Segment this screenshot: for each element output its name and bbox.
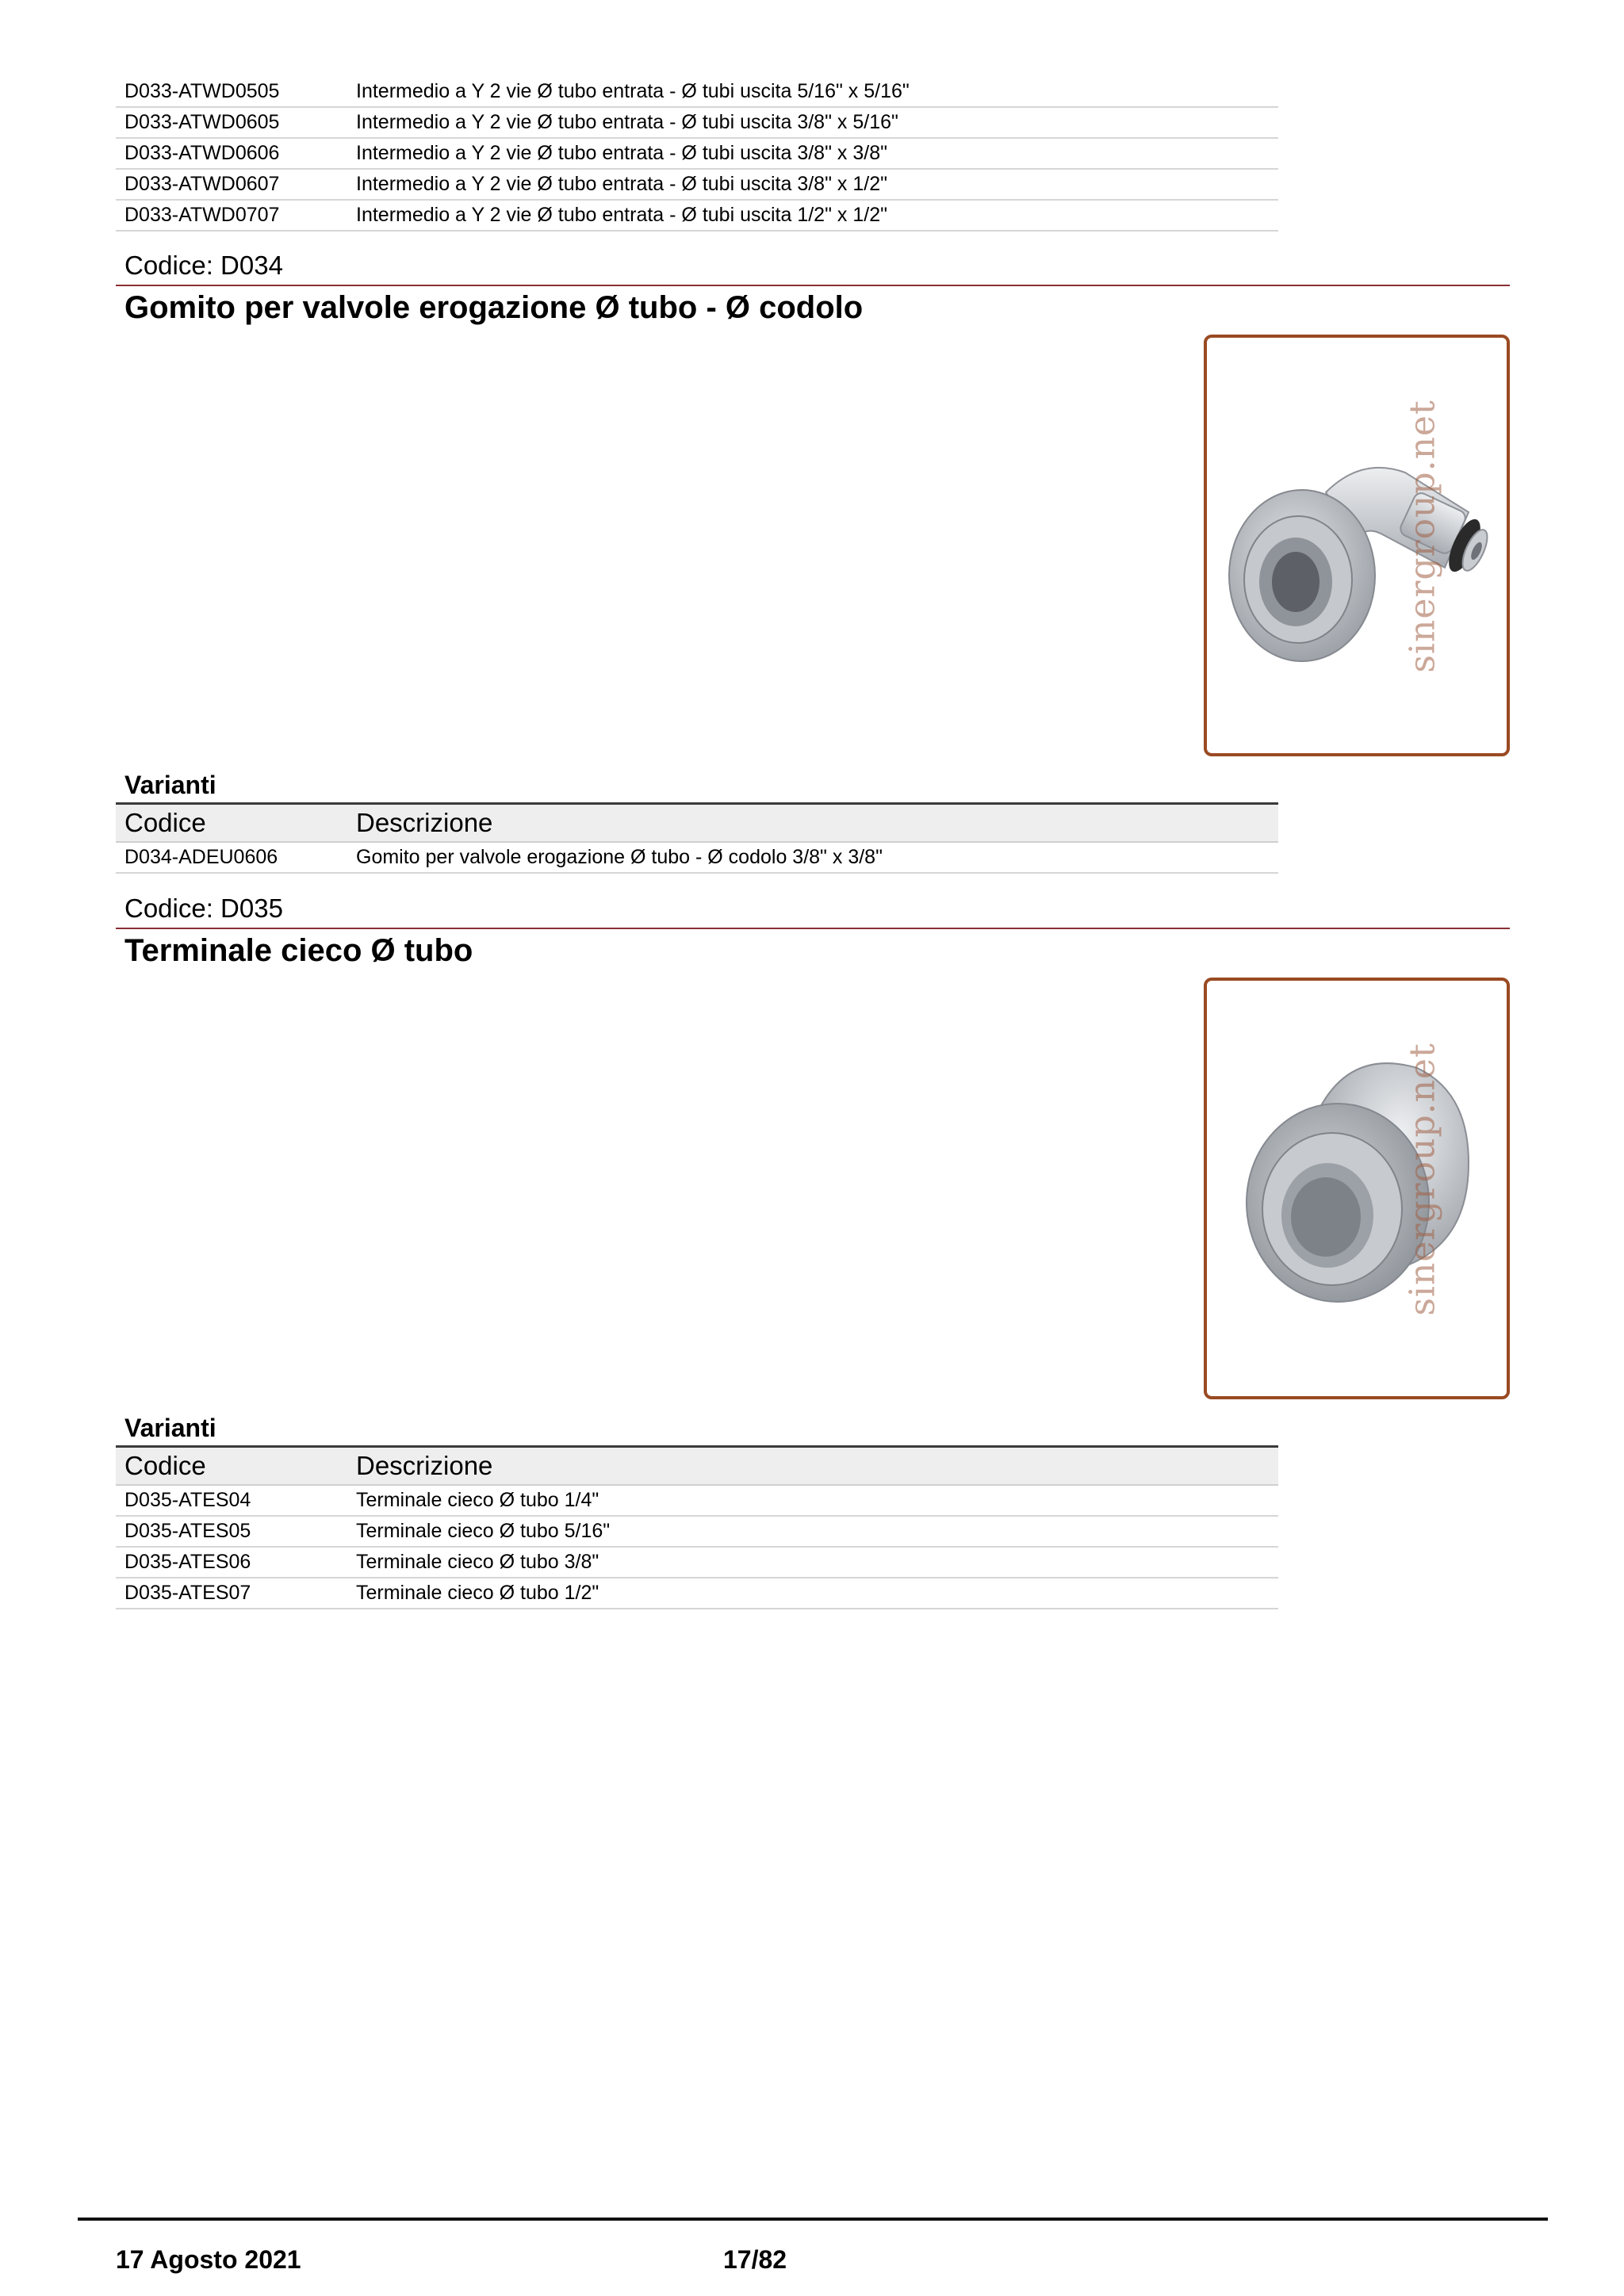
table-row — [116, 1517, 1278, 1548]
table-row — [116, 139, 1278, 170]
variant-code: D033-ATWD0505 — [124, 80, 280, 102]
footer-date: 17 Agosto 2021 — [116, 2245, 301, 2274]
variant-description: Terminale cieco Ø tubo 1/2" — [356, 1582, 599, 1604]
variant-code: D035-ATES06 — [124, 1551, 251, 1573]
variant-description: Terminale cieco Ø tubo 3/8" — [356, 1551, 599, 1573]
footer-divider — [78, 2218, 1548, 2221]
variant-code: D034-ADEU0606 — [124, 846, 278, 868]
d033-variants-table — [116, 77, 1278, 232]
table-row — [116, 77, 1278, 108]
table-header — [116, 802, 1278, 843]
variant-description: Intermedio a Y 2 vie Ø tubo entrata - Ø tubi uscita 1/2" x 1/2" — [356, 204, 887, 226]
column-header-code: Codice — [124, 1451, 206, 1480]
end-cap-illustration — [1207, 981, 1510, 1399]
variant-description: Intermedio a Y 2 vie Ø tubo entrata - Ø tubi uscita 5/16" x 5/16" — [356, 80, 910, 102]
variant-description: Terminale cieco Ø tubo 1/4" — [356, 1489, 599, 1511]
table-row — [116, 1578, 1278, 1609]
d034-variants-table — [116, 802, 1278, 874]
variant-description: Intermedio a Y 2 vie Ø tubo entrata - Ø tubi uscita 3/8" x 5/16" — [356, 111, 898, 133]
table-row — [116, 108, 1278, 139]
table-row — [116, 1486, 1278, 1517]
column-header-description: Descrizione — [356, 808, 493, 837]
product-title: Gomito per valvole erogazione Ø tubo - Ø codolo — [124, 290, 864, 325]
product-title: Terminale cieco Ø tubo — [124, 933, 473, 968]
product-code-label: Codice: D034 — [124, 251, 283, 280]
column-header-code: Codice — [124, 808, 206, 837]
variant-description: Gomito per valvole erogazione Ø tubo - Ø codolo 3/8" x 3/8" — [356, 846, 883, 868]
table-row — [116, 843, 1278, 874]
table-row — [116, 170, 1278, 201]
table-row — [116, 1548, 1278, 1578]
watermark: sinergroup.net — [1402, 1042, 1443, 1316]
elbow-fitting-illustration — [1207, 338, 1510, 756]
section-divider — [116, 928, 1510, 929]
table-row — [116, 201, 1278, 232]
product-photo-elbow — [1204, 335, 1510, 756]
variants-heading: Varianti — [124, 771, 216, 799]
product-photo-end-cap — [1204, 978, 1510, 1399]
variant-code: D035-ATES05 — [124, 1520, 251, 1542]
product-code-label: Codice: D035 — [124, 894, 283, 923]
table-header — [116, 1445, 1278, 1486]
watermark: sinergroup.net — [1402, 399, 1443, 673]
variant-code: D035-ATES04 — [124, 1489, 251, 1511]
variant-code: D033-ATWD0707 — [124, 204, 280, 226]
variant-description: Intermedio a Y 2 vie Ø tubo entrata - Ø tubi uscita 3/8" x 3/8" — [356, 142, 887, 164]
variant-code: D033-ATWD0605 — [124, 111, 280, 133]
section-divider — [116, 285, 1510, 286]
column-header-description: Descrizione — [356, 1451, 493, 1480]
variant-code: D033-ATWD0606 — [124, 142, 280, 164]
variants-heading: Varianti — [124, 1414, 216, 1442]
variant-code: D033-ATWD0607 — [124, 173, 280, 195]
variant-description: Terminale cieco Ø tubo 5/16" — [356, 1520, 611, 1542]
variant-description: Intermedio a Y 2 vie Ø tubo entrata - Ø tubi uscita 3/8" x 1/2" — [356, 173, 887, 195]
page-number: 17/82 — [723, 2245, 787, 2274]
d035-variants-table — [116, 1445, 1278, 1609]
variant-code: D035-ATES07 — [124, 1582, 251, 1604]
